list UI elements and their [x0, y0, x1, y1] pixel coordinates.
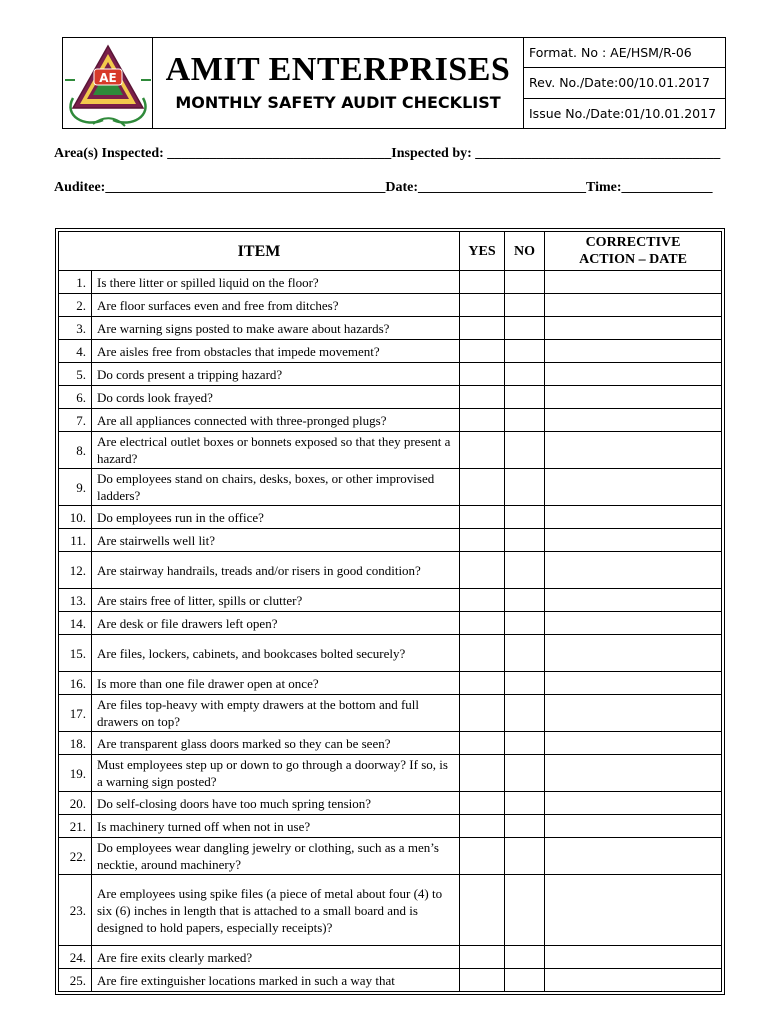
date-field[interactable]: ________________________	[417, 180, 586, 195]
row-number: 13.	[59, 589, 92, 612]
yes-cell[interactable]	[460, 695, 505, 732]
corrective-action-cell[interactable]	[545, 755, 722, 792]
checklist-question: Do cords present a tripping hazard?	[92, 363, 460, 386]
no-cell[interactable]	[505, 815, 545, 838]
no-cell[interactable]	[505, 552, 545, 589]
checklist-question: Are stairs free of litter, spills or clutter?	[92, 589, 460, 612]
corrective-action-cell[interactable]	[545, 552, 722, 589]
audit-checklist-table	[58, 231, 722, 992]
corrective-action-cell[interactable]	[545, 838, 722, 875]
table-row	[59, 506, 722, 529]
row-number: 16.	[59, 672, 92, 695]
row-number: 1.	[59, 271, 92, 294]
yes-cell[interactable]	[460, 386, 505, 409]
row-number: 5.	[59, 363, 92, 386]
row-number: 23.	[59, 875, 92, 946]
yes-cell[interactable]	[460, 529, 505, 552]
yes-cell[interactable]	[460, 363, 505, 386]
yes-cell[interactable]	[460, 294, 505, 317]
yes-cell[interactable]	[460, 589, 505, 612]
row-number: 18.	[59, 732, 92, 755]
table-row	[59, 695, 722, 732]
table-header-row	[59, 232, 722, 271]
table-row	[59, 875, 722, 946]
row-number: 25.	[59, 969, 92, 992]
revision-number: Rev. No./Date:00/10.01.2017	[524, 68, 725, 98]
row-number: 9.	[59, 469, 92, 506]
document-meta	[524, 38, 725, 128]
checklist-question: Is there litter or spilled liquid on the floor?	[92, 271, 460, 294]
no-cell[interactable]	[505, 695, 545, 732]
table-row	[59, 469, 722, 506]
date-label: Date:	[385, 180, 418, 195]
no-cell[interactable]	[505, 409, 545, 432]
company-name: AMIT ENTERPRISES	[165, 51, 511, 88]
row-number: 8.	[59, 432, 92, 469]
inspected-by-label: Inspected by:	[391, 146, 472, 161]
no-cell[interactable]	[505, 612, 545, 635]
table-row	[59, 946, 722, 969]
item-header: ITEM	[59, 232, 460, 271]
no-cell[interactable]	[505, 386, 545, 409]
yes-cell[interactable]	[460, 732, 505, 755]
corrective-action-cell[interactable]	[545, 815, 722, 838]
corrective-header-line1: CORRECTIVE	[585, 235, 681, 250]
document-title: MONTHLY SAFETY AUDIT CHECKLIST	[175, 93, 501, 112]
row-number: 19.	[59, 755, 92, 792]
corrective-action-cell[interactable]	[545, 589, 722, 612]
yes-cell[interactable]	[460, 946, 505, 969]
no-cell[interactable]	[505, 635, 545, 672]
yes-cell[interactable]	[460, 672, 505, 695]
table-row	[59, 294, 722, 317]
checklist-question: Are aisles free from obstacles that impede movement?	[92, 340, 460, 363]
company-logo	[63, 38, 153, 130]
row-number: 10.	[59, 506, 92, 529]
yes-cell[interactable]	[460, 838, 505, 875]
checklist-question: Are desk or file drawers left open?	[92, 612, 460, 635]
yes-cell[interactable]	[460, 552, 505, 589]
row-number: 14.	[59, 612, 92, 635]
yes-cell[interactable]	[460, 755, 505, 792]
no-cell[interactable]	[505, 340, 545, 363]
checklist-question: Do self-closing doors have too much spring tension?	[92, 792, 460, 815]
no-cell[interactable]	[505, 271, 545, 294]
no-cell[interactable]	[505, 294, 545, 317]
row-number: 12.	[59, 552, 92, 589]
table-row	[59, 755, 722, 792]
document-header	[62, 37, 726, 129]
yes-cell[interactable]	[460, 969, 505, 992]
row-number: 3.	[59, 317, 92, 340]
no-cell[interactable]	[505, 969, 545, 992]
time-label: Time:	[585, 180, 622, 195]
row-number: 4.	[59, 340, 92, 363]
checklist-question: Do cords look frayed?	[92, 386, 460, 409]
table-row	[59, 340, 722, 363]
corrective-action-cell[interactable]	[545, 386, 722, 409]
auditee-field[interactable]: ________________________________________	[105, 180, 386, 195]
table-row	[59, 432, 722, 469]
yes-cell[interactable]	[460, 271, 505, 294]
auditee-date-time-line	[54, 179, 726, 197]
yes-cell[interactable]	[460, 317, 505, 340]
area-inspector-line	[54, 145, 726, 163]
no-cell[interactable]	[505, 432, 545, 469]
checklist-question: Is more than one file drawer open at once?	[92, 672, 460, 695]
corrective-action-cell[interactable]	[545, 340, 722, 363]
corrective-action-cell[interactable]	[545, 612, 722, 635]
corrective-header-line2: ACTION – DATE	[579, 252, 687, 267]
auditee-label: Auditee:	[54, 180, 106, 195]
checklist-question: Are employees using spike files (a piece of metal about four (4) to six (6) inches in length that is attached to a small board and is designed to hold papers, especially receipts)?	[92, 875, 460, 946]
table-row	[59, 589, 722, 612]
table-row	[59, 363, 722, 386]
row-number: 21.	[59, 815, 92, 838]
table-row	[59, 672, 722, 695]
table-row	[59, 815, 722, 838]
row-number: 2.	[59, 294, 92, 317]
checklist-question: Must employees step up or down to go through a doorway? If so, is a warning sign posted?	[92, 755, 460, 792]
no-cell[interactable]	[505, 317, 545, 340]
area-field[interactable]: ________________________________	[167, 146, 392, 161]
corrective-action-cell[interactable]	[545, 271, 722, 294]
corrective-action-cell[interactable]	[545, 635, 722, 672]
table-row	[59, 969, 722, 992]
table-row	[59, 838, 722, 875]
format-number: Format. No : AE/HSM/R-06	[524, 38, 725, 68]
row-number: 11.	[59, 529, 92, 552]
table-row	[59, 612, 722, 635]
row-number: 22.	[59, 838, 92, 875]
no-cell[interactable]	[505, 755, 545, 792]
title-cell	[153, 38, 524, 128]
checklist-question: Are floor surfaces even and free from ditches?	[92, 294, 460, 317]
yes-cell[interactable]	[460, 506, 505, 529]
table-row	[59, 409, 722, 432]
no-cell[interactable]	[505, 838, 545, 875]
yes-cell[interactable]	[460, 635, 505, 672]
row-number: 6.	[59, 386, 92, 409]
no-cell[interactable]	[505, 469, 545, 506]
checklist-question: Do employees wear dangling jewelry or clothing, such as a men’s necktie, around machinery?	[92, 838, 460, 875]
no-cell[interactable]	[505, 946, 545, 969]
no-cell[interactable]	[505, 363, 545, 386]
corrective-action-cell[interactable]	[545, 317, 722, 340]
no-cell[interactable]	[505, 506, 545, 529]
checklist-question: Are warning signs posted to make aware about hazards?	[92, 317, 460, 340]
corrective-action-cell[interactable]	[545, 432, 722, 469]
corrective-action-cell[interactable]	[545, 529, 722, 552]
yes-cell[interactable]	[460, 432, 505, 469]
checklist-question: Are fire extinguisher locations marked in such a way that	[92, 969, 460, 992]
logo-text: AE	[99, 71, 117, 85]
yes-cell[interactable]	[460, 875, 505, 946]
checklist-question: Do employees run in the office?	[92, 506, 460, 529]
checklist-question: Are electrical outlet boxes or bonnets exposed so that they present a hazard?	[92, 432, 460, 469]
corrective-action-cell[interactable]	[545, 946, 722, 969]
checklist-question: Are fire exits clearly marked?	[92, 946, 460, 969]
no-cell[interactable]	[505, 875, 545, 946]
checklist-question: Are all appliances connected with three-pronged plugs?	[92, 409, 460, 432]
checklist-question: Are transparent glass doors marked so they can be seen?	[92, 732, 460, 755]
issue-number: Issue No./Date:01/10.01.2017	[529, 105, 717, 121]
row-number: 15.	[59, 635, 92, 672]
checklist-question: Are stairway handrails, treads and/or risers in good condition?	[92, 552, 460, 589]
table-row	[59, 635, 722, 672]
yes-header: YES	[460, 232, 505, 271]
inspected-by-field[interactable]: ___________________________________	[475, 146, 721, 161]
no-cell[interactable]	[505, 589, 545, 612]
time-field[interactable]: _____________	[621, 180, 713, 195]
row-number: 24.	[59, 946, 92, 969]
checklist-question: Is machinery turned off when not in use?	[92, 815, 460, 838]
area-label: Area(s) Inspected:	[54, 146, 164, 161]
table-row	[59, 529, 722, 552]
corrective-action-cell[interactable]	[545, 363, 722, 386]
checklist-question: Do employees stand on chairs, desks, boxes, or other improvised ladders?	[92, 469, 460, 506]
corrective-action-cell[interactable]	[545, 469, 722, 506]
corrective-action-cell[interactable]	[545, 409, 722, 432]
yes-cell[interactable]	[460, 792, 505, 815]
no-cell[interactable]	[505, 732, 545, 755]
yes-cell[interactable]	[460, 340, 505, 363]
corrective-action-header	[545, 232, 722, 271]
table-row	[59, 732, 722, 755]
table-row	[59, 792, 722, 815]
no-cell[interactable]	[505, 672, 545, 695]
checklist-question: Are stairwells well lit?	[92, 529, 460, 552]
yes-cell[interactable]	[460, 469, 505, 506]
no-cell[interactable]	[505, 792, 545, 815]
corrective-action-cell[interactable]	[545, 875, 722, 946]
corrective-action-cell[interactable]	[545, 506, 722, 529]
row-number: 7.	[59, 409, 92, 432]
corrective-action-cell[interactable]	[545, 732, 722, 755]
yes-cell[interactable]	[460, 409, 505, 432]
row-number: 20.	[59, 792, 92, 815]
no-header: NO	[505, 232, 545, 271]
no-cell[interactable]	[505, 529, 545, 552]
table-row	[59, 552, 722, 589]
yes-cell[interactable]	[460, 815, 505, 838]
table-row	[59, 317, 722, 340]
row-number: 17.	[59, 695, 92, 732]
yes-cell[interactable]	[460, 612, 505, 635]
logo-cell	[63, 38, 153, 128]
table-row	[59, 386, 722, 409]
corrective-action-cell[interactable]	[545, 792, 722, 815]
corrective-action-cell[interactable]	[545, 294, 722, 317]
checklist-question: Are files, lockers, cabinets, and bookcases bolted securely?	[92, 635, 460, 672]
checklist-question: Are files top-heavy with empty drawers at the bottom and full drawers on top?	[92, 695, 460, 732]
table-row	[59, 271, 722, 294]
corrective-action-cell[interactable]	[545, 969, 722, 992]
corrective-action-cell[interactable]	[545, 672, 722, 695]
corrective-action-cell[interactable]	[545, 695, 722, 732]
